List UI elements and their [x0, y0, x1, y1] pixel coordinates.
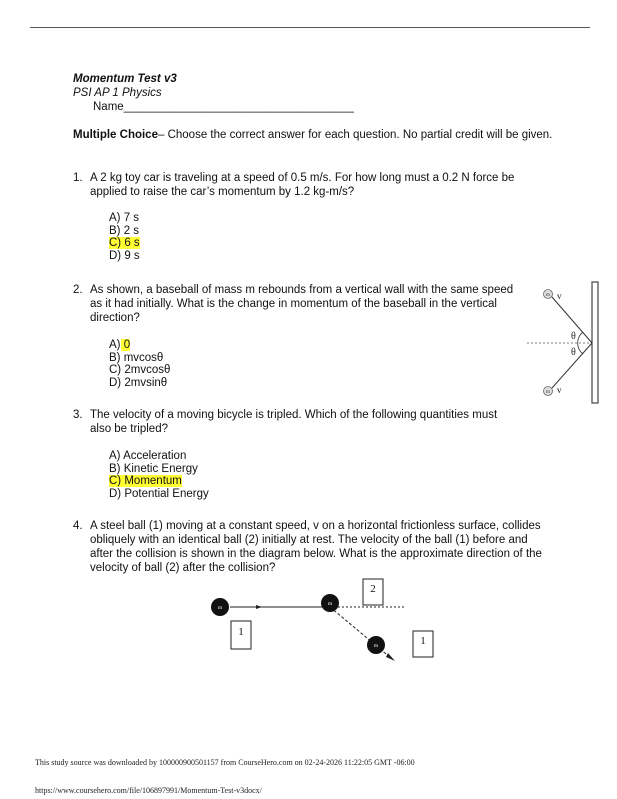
section-instructions	[73, 128, 553, 142]
question-text: The velocity of a moving bicycle is tripled. Which of the following quantities must also be tripled?	[90, 409, 498, 435]
ball-top-label: m	[546, 293, 550, 298]
question-1	[73, 171, 553, 199]
theta-label-bottom: θ	[571, 347, 576, 358]
page-subtitle: PSI AP 1 Physics	[73, 87, 162, 99]
download-footer: This study source was downloaded by 100000900501157 from CourseHero.com on 02-24-2026 11:22:05 GMT -06:00	[35, 758, 415, 767]
question-number: 4.	[73, 520, 83, 532]
choice-c-highlighted: C) 6 s	[109, 237, 140, 250]
wall-rebound-diagram	[525, 280, 605, 406]
velocity-label-bottom: v	[557, 385, 562, 395]
arrowhead-incoming	[256, 605, 262, 609]
velocity-label-top: v	[557, 291, 562, 301]
choice-c-highlighted: C) Momentum	[109, 475, 182, 488]
choice-a-highlighted: A) 0	[109, 339, 131, 351]
box-1-right-label: 1	[420, 635, 426, 647]
question-2	[73, 283, 523, 325]
collision-diagram	[200, 577, 440, 667]
question-3-choices	[109, 450, 209, 500]
choice-d: D) 2mvsinθ	[109, 376, 168, 389]
section-heading: Multiple Choice	[73, 129, 158, 141]
question-text: A steel ball (1) moving at a constant speed, v on a horizontal frictionless surface, collides obliquely with an identical ball (2) initially at rest. The velocity of the ball (1) before and after the collision is shown in the diagram below. What is the approximate direction of the velocity of ball (2) after the collision?	[90, 520, 542, 574]
arrowhead-outgoing	[386, 653, 395, 661]
question-2-choices	[109, 339, 170, 389]
ball2-label: m	[327, 601, 333, 607]
box-2-label: 2	[370, 583, 376, 595]
choice-d: D) Potential Energy	[109, 487, 209, 500]
ball1-after-label: m	[373, 643, 379, 649]
source-url-footer[interactable]: https://www.coursehero.com/file/106897991/Momentum-Test-v3docx/	[35, 786, 262, 795]
choice-a: A) Acceleration	[109, 450, 187, 462]
question-number: 3.	[73, 409, 83, 421]
question-3	[73, 408, 513, 436]
choice-d: D) 9 s	[109, 249, 140, 262]
choice-b: B) Kinetic Energy	[109, 462, 198, 475]
question-4	[73, 519, 543, 575]
question-number: 2.	[73, 284, 83, 296]
header-rule	[30, 27, 590, 28]
section-text: – Choose the correct answer for each question. No partial credit will be given.	[157, 129, 553, 141]
name-field-line: Name____________________________________	[93, 101, 354, 113]
choice-b: B) 2 s	[109, 224, 140, 237]
ball1-outgoing-path	[330, 607, 392, 659]
ball1-before-label: m	[217, 605, 223, 611]
question-text: As shown, a baseball of mass m rebounds from a vertical wall with the same speed as it had initially. What is the change in momentum of the baseball in the vertical direction?	[90, 284, 514, 324]
page-title: Momentum Test v3	[73, 73, 177, 85]
choice-b: B) mvcosθ	[109, 351, 164, 364]
wall	[592, 282, 598, 403]
question-text: A 2 kg toy car is traveling at a speed of 0.5 m/s. For how long must a 0.2 N force be applied to raise the car’s momentum by 1.2 kg-m/s?	[90, 172, 515, 198]
choice-a: A) 7 s	[109, 212, 140, 224]
ball-bottom-label: m	[546, 390, 550, 395]
theta-label-top: θ	[571, 331, 576, 342]
box-1-left-label: 1	[238, 626, 244, 638]
question-number: 1.	[73, 172, 83, 184]
question-1-choices	[109, 212, 140, 262]
choice-c: C) 2mvcosθ	[109, 364, 171, 377]
